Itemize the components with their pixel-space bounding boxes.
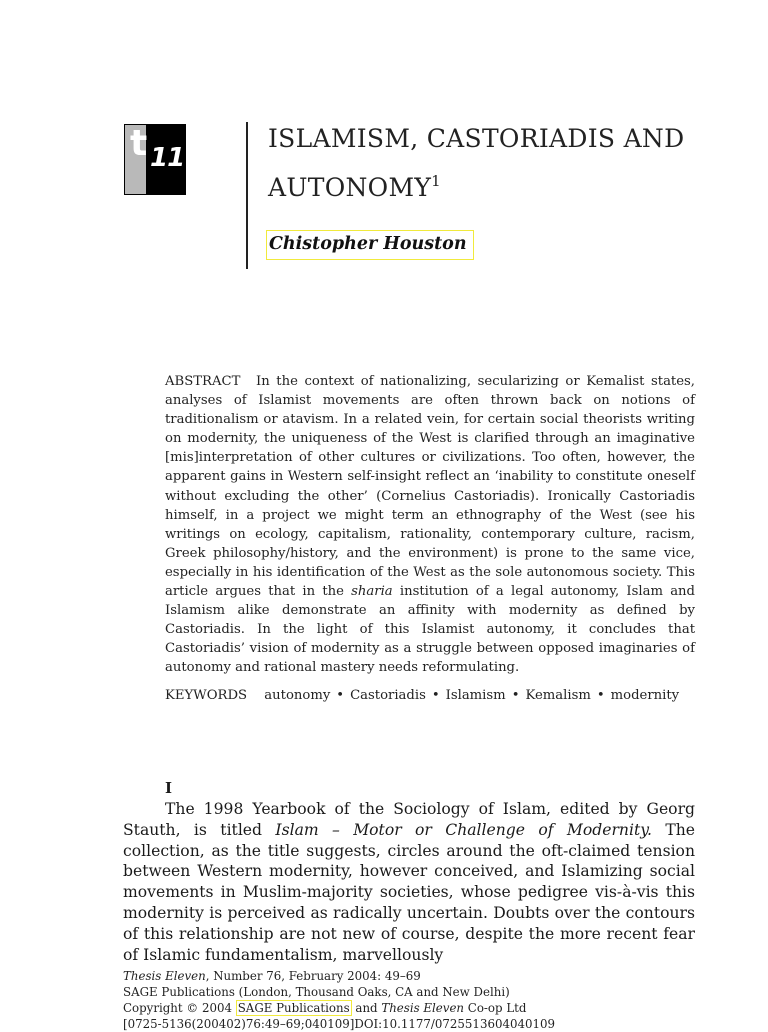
footer-issue: , Number 76, February 2004: 49–69 [205, 969, 421, 983]
footer-copyright [123, 1000, 723, 1016]
copyright-suffix: Co-op Ltd [467, 1001, 527, 1015]
body-text-1: The 1998 Yearbook of the Sociology of Islam, edited by Georg Stauth, is titled [123, 800, 695, 839]
keyword: modernity [610, 688, 680, 703]
keyword-separator: • [431, 688, 440, 703]
copyright-and: and [355, 1001, 378, 1015]
footer-doi: [0725-5136(200402)76:49–69;040109]DOI:10.1177/0725513604040109 [123, 1017, 555, 1031]
body-text-2: The collection, as the title suggests, circles around the oft-claimed tension between Western modernity, however conceived, and Islamizing social movements in Muslim-majority societies, whose pedigree vis-à-vis this modernity is perceived as radically uncertain. Doubts over the contours of this relationship are not new of course, despite the more recent fear of Islamic fundamentalism, marvellously [123, 820, 695, 964]
keyword: Islamism [445, 688, 506, 703]
citation-footer [123, 968, 723, 1031]
logo-number: 11 [150, 143, 185, 173]
copyright-publisher-link[interactable]: SAGE Publications [237, 1001, 350, 1015]
author-name[interactable]: Chistopher Houston [266, 230, 474, 260]
title-footnote[interactable]: 1 [431, 172, 442, 190]
abstract-italic-term: sharia [351, 584, 393, 600]
journal-logo [124, 124, 186, 195]
keyword-separator: • [336, 688, 345, 703]
copyright-prefix: Copyright © 2004 [123, 1001, 232, 1015]
keywords-label: KEYWORDS [165, 688, 248, 703]
title-divider [246, 122, 248, 269]
footer-line-1 [123, 968, 723, 984]
abstract-text-2: institution of a legal autonomy, Islam and Islamism alike demonstrate an affinity with modernity as defined by Castoriadis. In the light of this Islamist autonomy, it concludes that Castoriadis’ vision of modernity as a struggle between opposed imaginaries of autonomy and rational mastery needs reformulating. [165, 584, 695, 676]
keyword-separator: • [511, 688, 520, 703]
keyword: autonomy [264, 688, 331, 703]
article-title-text: ISLAMISM, CASTORIADIS AND AUTONOMY [268, 124, 685, 202]
copyright-journal: Thesis Eleven [381, 1001, 465, 1015]
keyword: Castoriadis [350, 688, 426, 703]
footer-publisher: SAGE Publications (London, Thousand Oaks, CA and New Delhi) [123, 985, 510, 999]
body-italic-title: Islam – Motor or Challenge of Modernity. [275, 820, 652, 839]
abstract [165, 372, 695, 678]
abstract-label: ABSTRACT [165, 374, 241, 389]
abstract-text-1: In the context of nationalizing, secularizing or Kemalist states, analyses of Islamist movements are often thrown back on notions of traditionalism or atavism. In a related vein, for certain social theorists writing on modernity, the uniqueness of the West is clarified through an imaginative [mis]interpretation of other cultures or civilizations. Too often, however, the apparent gains in Western self-insight reflect an ‘inability to constitute oneself without excluding the other’ (Cornelius Castoriadis). Ironically Castoriadis himself, in a project we might term an ethnography of the West (see his writings on ecology, capitalism, rationality, contemporary culture, racism, Greek philosophy/history, and the environment) is prone to the same vice, especially in his identification of the West as the sole autonomous society. This article argues that in the [165, 374, 695, 600]
keywords [165, 686, 705, 705]
keyword: Kemalism [525, 688, 591, 703]
section-heading: I [165, 779, 173, 797]
keyword-separator: • [596, 688, 605, 703]
logo-letter: t [130, 123, 148, 164]
footer-journal: Thesis Eleven [123, 969, 206, 983]
article-title [268, 118, 708, 209]
body-paragraph [123, 799, 695, 964]
